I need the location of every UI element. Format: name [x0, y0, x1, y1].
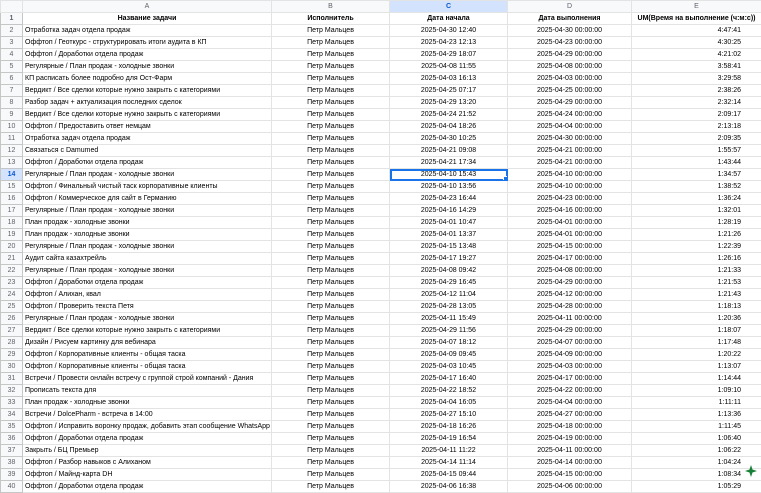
- explore-icon[interactable]: [745, 465, 757, 477]
- cell[interactable]: 1:09:10: [632, 385, 761, 397]
- cell[interactable]: Оффтоп / Разбор навыков с Алиханом: [23, 457, 272, 469]
- cell[interactable]: 2025-04-30 10:25: [390, 133, 508, 145]
- cell[interactable]: Петр Мальцев: [272, 97, 390, 109]
- cell[interactable]: 2025-04-10 00:00:00: [508, 169, 632, 181]
- table-row: [1, 313, 761, 325]
- row-number[interactable]: 18: [1, 217, 23, 229]
- row-number[interactable]: 7: [1, 85, 23, 97]
- table-row: [1, 49, 761, 61]
- cell[interactable]: Отработка задач отдела продаж: [23, 133, 272, 145]
- cell[interactable]: 1:06:22: [632, 445, 761, 457]
- cell[interactable]: 2025-04-29 16:45: [390, 277, 508, 289]
- cell[interactable]: 2025-04-11 00:00:00: [508, 445, 632, 457]
- table-row: [1, 121, 761, 133]
- row-number[interactable]: 26: [1, 313, 23, 325]
- table-row: [1, 265, 761, 277]
- table-row: [1, 349, 761, 361]
- column-header-e[interactable]: E: [632, 1, 761, 13]
- row-number[interactable]: 19: [1, 229, 23, 241]
- table-row: [1, 361, 761, 373]
- cell[interactable]: 1:21:26: [632, 229, 761, 241]
- cell[interactable]: 2025-04-21 09:08: [390, 145, 508, 157]
- table-row: [1, 133, 761, 145]
- table-row: [1, 253, 761, 265]
- cell[interactable]: 2025-04-03 16:13: [390, 73, 508, 85]
- cell[interactable]: 1:21:33: [632, 265, 761, 277]
- cell[interactable]: План продаж - холодные звонки: [23, 229, 272, 241]
- cell[interactable]: 1:55:57: [632, 145, 761, 157]
- cell[interactable]: 1:36:24: [632, 193, 761, 205]
- column-header-c[interactable]: C: [390, 1, 508, 13]
- cell[interactable]: 4:47:41: [632, 25, 761, 37]
- cell[interactable]: Петр Мальцев: [272, 385, 390, 397]
- table-row: [1, 373, 761, 385]
- row-number[interactable]: 15: [1, 181, 23, 193]
- row-number[interactable]: 40: [1, 481, 23, 493]
- table-row: [1, 397, 761, 409]
- cell[interactable]: 2025-04-28 00:00:00: [508, 301, 632, 313]
- cell[interactable]: Регулярные / План продаж - холодные звонки: [23, 61, 272, 73]
- cell[interactable]: 2025-04-04 00:00:00: [508, 121, 632, 133]
- row-number[interactable]: 32: [1, 385, 23, 397]
- cell[interactable]: 3:58:41: [632, 61, 761, 73]
- cell[interactable]: 2025-04-17 00:00:00: [508, 253, 632, 265]
- cell[interactable]: Петр Мальцев: [272, 229, 390, 241]
- cell[interactable]: 2025-04-24 21:52: [390, 109, 508, 121]
- cell[interactable]: 1:14:44: [632, 373, 761, 385]
- table-row: [1, 277, 761, 289]
- cell[interactable]: 2025-04-21 00:00:00: [508, 157, 632, 169]
- table-row: [1, 469, 761, 481]
- row-number[interactable]: 35: [1, 421, 23, 433]
- cell[interactable]: 2025-04-04 18:26: [390, 121, 508, 133]
- table-row: [1, 37, 761, 49]
- cell[interactable]: 2025-04-30 00:00:00: [508, 133, 632, 145]
- cell[interactable]: Оффтоп / Исправить воронку продаж, добавить этап сообщение WhatsApp: [23, 421, 272, 433]
- table-row: [1, 61, 761, 73]
- cell[interactable]: 2025-04-18 16:26: [390, 421, 508, 433]
- cell[interactable]: Регулярные / План продаж - холодные звонки: [23, 313, 272, 325]
- cell[interactable]: 2025-04-29 00:00:00: [508, 277, 632, 289]
- cell[interactable]: Петр Мальцев: [272, 481, 390, 493]
- cell[interactable]: 2:13:18: [632, 121, 761, 133]
- cell[interactable]: 2025-04-21 17:34: [390, 157, 508, 169]
- cell[interactable]: Петр Мальцев: [272, 289, 390, 301]
- cell[interactable]: Петр Мальцев: [272, 301, 390, 313]
- table-row: [1, 97, 761, 109]
- cell[interactable]: Регулярные / План продаж - холодные звонки: [23, 265, 272, 277]
- cell[interactable]: 2025-04-23 12:13: [390, 37, 508, 49]
- cell[interactable]: Вердикт / Все сделки которые нужно закрыть с категориями: [23, 85, 272, 97]
- cell[interactable]: 2025-04-01 00:00:00: [508, 229, 632, 241]
- column-header-d[interactable]: D: [508, 1, 632, 13]
- row-number[interactable]: 9: [1, 109, 23, 121]
- row-number[interactable]: 13: [1, 157, 23, 169]
- cell[interactable]: 1:13:07: [632, 361, 761, 373]
- cell[interactable]: 2025-04-09 00:00:00: [508, 349, 632, 361]
- cell[interactable]: 2025-04-23 00:00:00: [508, 193, 632, 205]
- cell[interactable]: Петр Мальцев: [272, 193, 390, 205]
- cell[interactable]: 2025-04-08 09:42: [390, 265, 508, 277]
- cell[interactable]: 1:26:16: [632, 253, 761, 265]
- cell[interactable]: 1:32:01: [632, 205, 761, 217]
- cell[interactable]: 2025-04-03 00:00:00: [508, 73, 632, 85]
- row-number[interactable]: 36: [1, 433, 23, 445]
- cell[interactable]: План продаж - холодные звонки: [23, 397, 272, 409]
- cell[interactable]: Регулярные / План продаж - холодные звонки: [23, 169, 272, 181]
- table-row: [1, 205, 761, 217]
- cell[interactable]: Оффтоп / Коммерческое для сайт в Германию: [23, 193, 272, 205]
- cell[interactable]: 2025-04-01 00:00:00: [508, 217, 632, 229]
- cell[interactable]: Петр Мальцев: [272, 373, 390, 385]
- cell[interactable]: 1:20:36: [632, 313, 761, 325]
- cell[interactable]: Петр Мальцев: [272, 121, 390, 133]
- cell[interactable]: 2025-04-04 16:05: [390, 397, 508, 409]
- row-number[interactable]: 10: [1, 121, 23, 133]
- cell[interactable]: Оффтоп / Корпоративные клиенты - общая таска: [23, 361, 272, 373]
- cell[interactable]: 2025-04-10 13:56: [390, 181, 508, 193]
- row-number[interactable]: 38: [1, 457, 23, 469]
- cell[interactable]: Оффтоп / Доработки отдела продаж: [23, 277, 272, 289]
- cell[interactable]: Встречи / Провести онлайн встречу с группой строй компаний - Дания: [23, 373, 272, 385]
- cell[interactable]: 2:38:26: [632, 85, 761, 97]
- cell[interactable]: 2025-04-28 13:05: [390, 301, 508, 313]
- cell[interactable]: 2025-04-29 00:00:00: [508, 97, 632, 109]
- cell[interactable]: Регулярные / План продаж - холодные звонки: [23, 241, 272, 253]
- cell[interactable]: 2025-04-19 16:54: [390, 433, 508, 445]
- row-number[interactable]: 29: [1, 349, 23, 361]
- cell[interactable]: Оффтоп / Доработки отдела продаж: [23, 433, 272, 445]
- cell[interactable]: 2025-04-14 00:00:00: [508, 457, 632, 469]
- cell[interactable]: 2025-04-12 11:04: [390, 289, 508, 301]
- cell[interactable]: 2025-04-17 00:00:00: [508, 373, 632, 385]
- cell[interactable]: 2025-04-08 00:00:00: [508, 61, 632, 73]
- cell[interactable]: 1:11:45: [632, 421, 761, 433]
- cell[interactable]: 2025-04-29 18:07: [390, 49, 508, 61]
- cell[interactable]: Петр Мальцев: [272, 457, 390, 469]
- cell[interactable]: 2025-04-27 00:00:00: [508, 409, 632, 421]
- cell[interactable]: 4:21:02: [632, 49, 761, 61]
- cell[interactable]: 2025-04-01 10:47: [390, 217, 508, 229]
- row-number[interactable]: 31: [1, 373, 23, 385]
- cell[interactable]: План продаж - холодные звонки: [23, 217, 272, 229]
- cell[interactable]: 2025-04-15 00:00:00: [508, 469, 632, 481]
- column-title[interactable]: Исполнитель: [272, 13, 390, 25]
- cell[interactable]: Петр Мальцев: [272, 157, 390, 169]
- cell[interactable]: 2025-04-07 18:12: [390, 337, 508, 349]
- row-number[interactable]: 37: [1, 445, 23, 457]
- cell[interactable]: 2025-04-29 11:56: [390, 325, 508, 337]
- cell[interactable]: Петр Мальцев: [272, 253, 390, 265]
- cell[interactable]: Прописать текста для: [23, 385, 272, 397]
- cell[interactable]: 2025-04-01 13:37: [390, 229, 508, 241]
- cell[interactable]: Оффтоп / Предоставить ответ немцам: [23, 121, 272, 133]
- cell[interactable]: 2025-04-11 15:49: [390, 313, 508, 325]
- cell[interactable]: Петр Мальцев: [272, 409, 390, 421]
- row-number[interactable]: 1: [1, 13, 23, 25]
- cell[interactable]: 1:05:29: [632, 481, 761, 493]
- cell[interactable]: 2025-04-14 11:14: [390, 457, 508, 469]
- cell[interactable]: Оффтоп / Проверить текста Петя: [23, 301, 272, 313]
- cell[interactable]: 1:11:11: [632, 397, 761, 409]
- table-row: [1, 481, 761, 493]
- row-number[interactable]: 11: [1, 133, 23, 145]
- column-header-a[interactable]: A: [23, 1, 272, 13]
- cell[interactable]: 2025-04-16 00:00:00: [508, 205, 632, 217]
- cell[interactable]: Закрыть / БЦ Премьер: [23, 445, 272, 457]
- cell[interactable]: Петр Мальцев: [272, 85, 390, 97]
- cell[interactable]: 1:06:40: [632, 433, 761, 445]
- cell[interactable]: Петр Мальцев: [272, 49, 390, 61]
- table-row: [1, 229, 761, 241]
- table-row: [1, 301, 761, 313]
- row-number[interactable]: 33: [1, 397, 23, 409]
- table-row: [1, 337, 761, 349]
- cell[interactable]: 1:08:34: [632, 469, 761, 481]
- cell[interactable]: 1:18:07: [632, 325, 761, 337]
- cell[interactable]: Петр Мальцев: [272, 337, 390, 349]
- cell[interactable]: 1:17:48: [632, 337, 761, 349]
- row-number[interactable]: 25: [1, 301, 23, 313]
- cell[interactable]: Петр Мальцев: [272, 25, 390, 37]
- cell[interactable]: Оффтоп / Алихан, квал: [23, 289, 272, 301]
- table-row: [1, 157, 761, 169]
- row-number[interactable]: 8: [1, 97, 23, 109]
- cell[interactable]: 4:30:25: [632, 37, 761, 49]
- cell[interactable]: 2025-04-18 00:00:00: [508, 421, 632, 433]
- cell[interactable]: 2025-04-11 11:22: [390, 445, 508, 457]
- cell[interactable]: Петр Мальцев: [272, 325, 390, 337]
- cell[interactable]: 2025-04-23 16:44: [390, 193, 508, 205]
- cell[interactable]: 2025-04-25 00:00:00: [508, 85, 632, 97]
- cell[interactable]: Петр Мальцев: [272, 181, 390, 193]
- cell[interactable]: 2025-04-30 00:00:00: [508, 25, 632, 37]
- cell[interactable]: 1:18:13: [632, 301, 761, 313]
- cell[interactable]: 2025-04-25 07:17: [390, 85, 508, 97]
- row-number[interactable]: 14: [1, 169, 23, 181]
- cell[interactable]: 1:22:39: [632, 241, 761, 253]
- row-number[interactable]: 30: [1, 361, 23, 373]
- cell[interactable]: 1:21:43: [632, 289, 761, 301]
- cell[interactable]: Петр Мальцев: [272, 73, 390, 85]
- row-number[interactable]: 34: [1, 409, 23, 421]
- cell[interactable]: 2025-04-16 14:29: [390, 205, 508, 217]
- column-title[interactable]: Название задачи: [23, 13, 272, 25]
- cell[interactable]: 2025-04-19 00:00:00: [508, 433, 632, 445]
- cell[interactable]: 1:38:52: [632, 181, 761, 193]
- row-number[interactable]: 4: [1, 49, 23, 61]
- row-number[interactable]: 6: [1, 73, 23, 85]
- cell[interactable]: Петр Мальцев: [272, 397, 390, 409]
- table-row: [1, 409, 761, 421]
- cell[interactable]: 2025-04-06 00:00:00: [508, 481, 632, 493]
- cell[interactable]: Связаться с Damumed: [23, 145, 272, 157]
- table-row: [1, 421, 761, 433]
- cell[interactable]: Разбор задач + актуализация последних сделок: [23, 97, 272, 109]
- cell[interactable]: Петр Мальцев: [272, 313, 390, 325]
- cell[interactable]: Петр Мальцев: [272, 361, 390, 373]
- cell[interactable]: 2025-04-22 18:52: [390, 385, 508, 397]
- cell[interactable]: Вердикт / Все сделки которые нужно закрыть с категориями: [23, 325, 272, 337]
- cell[interactable]: 2025-04-30 12:40: [390, 25, 508, 37]
- cell[interactable]: 2025-04-15 00:00:00: [508, 241, 632, 253]
- column-header-b[interactable]: B: [272, 1, 390, 13]
- cell[interactable]: Петр Мальцев: [272, 433, 390, 445]
- cell[interactable]: 2025-04-27 15:10: [390, 409, 508, 421]
- cell[interactable]: Петр Мальцев: [272, 145, 390, 157]
- cell[interactable]: Дизайн / Рисуем картинку для вебинара: [23, 337, 272, 349]
- column-title[interactable]: UM(Время на выполнение (ч:м:с)): [632, 13, 761, 25]
- cell[interactable]: 2025-04-09 09:45: [390, 349, 508, 361]
- row-number[interactable]: 5: [1, 61, 23, 73]
- cell[interactable]: Оффтоп / Корпоративные клиенты - общая таска: [23, 349, 272, 361]
- cell[interactable]: Петр Мальцев: [272, 265, 390, 277]
- row-number[interactable]: 21: [1, 253, 23, 265]
- cell[interactable]: Оффтоп / Геоткурс - структурировать итоги аудита в КП: [23, 37, 272, 49]
- cell[interactable]: 2025-04-29 00:00:00: [508, 49, 632, 61]
- row-number[interactable]: 24: [1, 289, 23, 301]
- cell[interactable]: 2:09:17: [632, 109, 761, 121]
- cell[interactable]: 2025-04-11 00:00:00: [508, 313, 632, 325]
- row-number[interactable]: 2: [1, 25, 23, 37]
- table-row: [1, 85, 761, 97]
- cell[interactable]: 2:09:35: [632, 133, 761, 145]
- table-row: [1, 241, 761, 253]
- table-row: [1, 217, 761, 229]
- cell[interactable]: Петр Мальцев: [272, 61, 390, 73]
- cell[interactable]: Петр Мальцев: [272, 241, 390, 253]
- cell[interactable]: Петр Мальцев: [272, 109, 390, 121]
- cell[interactable]: Оффтоп / Финальный чистый таск корпоративные клиенты: [23, 181, 272, 193]
- cell[interactable]: 1:34:57: [632, 169, 761, 181]
- cell[interactable]: 2025-04-29 13:20: [390, 97, 508, 109]
- cell[interactable]: 1:13:36: [632, 409, 761, 421]
- cell[interactable]: Вердикт / Все сделки которые нужно закрыть с категориями: [23, 109, 272, 121]
- table-row: [1, 73, 761, 85]
- cell[interactable]: Регулярные / План продаж - холодные звонки: [23, 205, 272, 217]
- cell[interactable]: Петр Мальцев: [272, 217, 390, 229]
- cell[interactable]: 2025-04-03 10:45: [390, 361, 508, 373]
- cell[interactable]: 2025-04-23 00:00:00: [508, 37, 632, 49]
- table-row: [1, 145, 761, 157]
- row-number[interactable]: 22: [1, 265, 23, 277]
- cell[interactable]: Петр Мальцев: [272, 349, 390, 361]
- table-row: [1, 193, 761, 205]
- table-row: [1, 385, 761, 397]
- row-number[interactable]: 39: [1, 469, 23, 481]
- table-row: [1, 457, 761, 469]
- cell[interactable]: 1:21:53: [632, 277, 761, 289]
- row-number[interactable]: 27: [1, 325, 23, 337]
- cell[interactable]: 2025-04-07 00:00:00: [508, 337, 632, 349]
- cell[interactable]: 2025-04-17 19:27: [390, 253, 508, 265]
- cell[interactable]: Петр Мальцев: [272, 205, 390, 217]
- table-row: [1, 433, 761, 445]
- cell[interactable]: 2025-04-04 00:00:00: [508, 397, 632, 409]
- cell[interactable]: 2025-04-24 00:00:00: [508, 109, 632, 121]
- row-number[interactable]: 20: [1, 241, 23, 253]
- cell[interactable]: 3:29:58: [632, 73, 761, 85]
- table-row: [1, 181, 761, 193]
- cell[interactable]: 2025-04-08 00:00:00: [508, 265, 632, 277]
- cell[interactable]: Петр Мальцев: [272, 37, 390, 49]
- cell[interactable]: Петр Мальцев: [272, 469, 390, 481]
- select-all-corner[interactable]: [1, 1, 23, 13]
- row-number[interactable]: 28: [1, 337, 23, 349]
- cell[interactable]: 1:28:19: [632, 217, 761, 229]
- cell[interactable]: КП расписать более подробно для Ост-Фарм: [23, 73, 272, 85]
- cell[interactable]: 2025-04-17 16:40: [390, 373, 508, 385]
- cell[interactable]: 2025-04-29 00:00:00: [508, 325, 632, 337]
- active-cell[interactable]: 2025-04-10 15:43: [390, 169, 508, 181]
- cell[interactable]: 1:43:44: [632, 157, 761, 169]
- cell[interactable]: Отработка задач отдела продаж: [23, 25, 272, 37]
- cell[interactable]: 2025-04-10 00:00:00: [508, 181, 632, 193]
- cell[interactable]: 1:04:24: [632, 457, 761, 469]
- table-row: [1, 169, 761, 181]
- table-row: [1, 325, 761, 337]
- cell[interactable]: Оффтоп / Доработки отдела продаж: [23, 157, 272, 169]
- table-row: [1, 445, 761, 457]
- cell[interactable]: Петр Мальцев: [272, 445, 390, 457]
- table-row: [1, 289, 761, 301]
- cell[interactable]: 1:20:22: [632, 349, 761, 361]
- cell[interactable]: Аудит сайта казахтрейль: [23, 253, 272, 265]
- cell[interactable]: Оффтоп / Майнд-карта DH: [23, 469, 272, 481]
- cell[interactable]: Оффтоп / Доработки отдела продаж: [23, 481, 272, 493]
- cell[interactable]: Петр Мальцев: [272, 133, 390, 145]
- cell[interactable]: 2025-04-08 11:55: [390, 61, 508, 73]
- cell[interactable]: Петр Мальцев: [272, 277, 390, 289]
- cell[interactable]: Петр Мальцев: [272, 169, 390, 181]
- cell[interactable]: Петр Мальцев: [272, 421, 390, 433]
- row-number[interactable]: 17: [1, 205, 23, 217]
- cell[interactable]: 2025-04-12 00:00:00: [508, 289, 632, 301]
- column-title[interactable]: Дата начала: [390, 13, 508, 25]
- table-row: [1, 109, 761, 121]
- cell[interactable]: 2025-04-06 16:38: [390, 481, 508, 493]
- row-number[interactable]: 23: [1, 277, 23, 289]
- row-number[interactable]: 16: [1, 193, 23, 205]
- cell[interactable]: Встречи / DolcePharm - встреча в 14:00: [23, 409, 272, 421]
- cell[interactable]: 2025-04-21 00:00:00: [508, 145, 632, 157]
- fill-handle[interactable]: [503, 176, 508, 181]
- cell[interactable]: 2025-04-03 00:00:00: [508, 361, 632, 373]
- cell[interactable]: 2025-04-15 09:44: [390, 469, 508, 481]
- row-number[interactable]: 12: [1, 145, 23, 157]
- column-title[interactable]: Дата выполнения: [508, 13, 632, 25]
- header-row: [1, 13, 761, 25]
- cell[interactable]: Оффтоп / Доработки отдела продаж: [23, 49, 272, 61]
- cell[interactable]: 2025-04-15 13:48: [390, 241, 508, 253]
- cell[interactable]: 2:32:14: [632, 97, 761, 109]
- table-row: [1, 25, 761, 37]
- cell[interactable]: 2025-04-22 00:00:00: [508, 385, 632, 397]
- row-number[interactable]: 3: [1, 37, 23, 49]
